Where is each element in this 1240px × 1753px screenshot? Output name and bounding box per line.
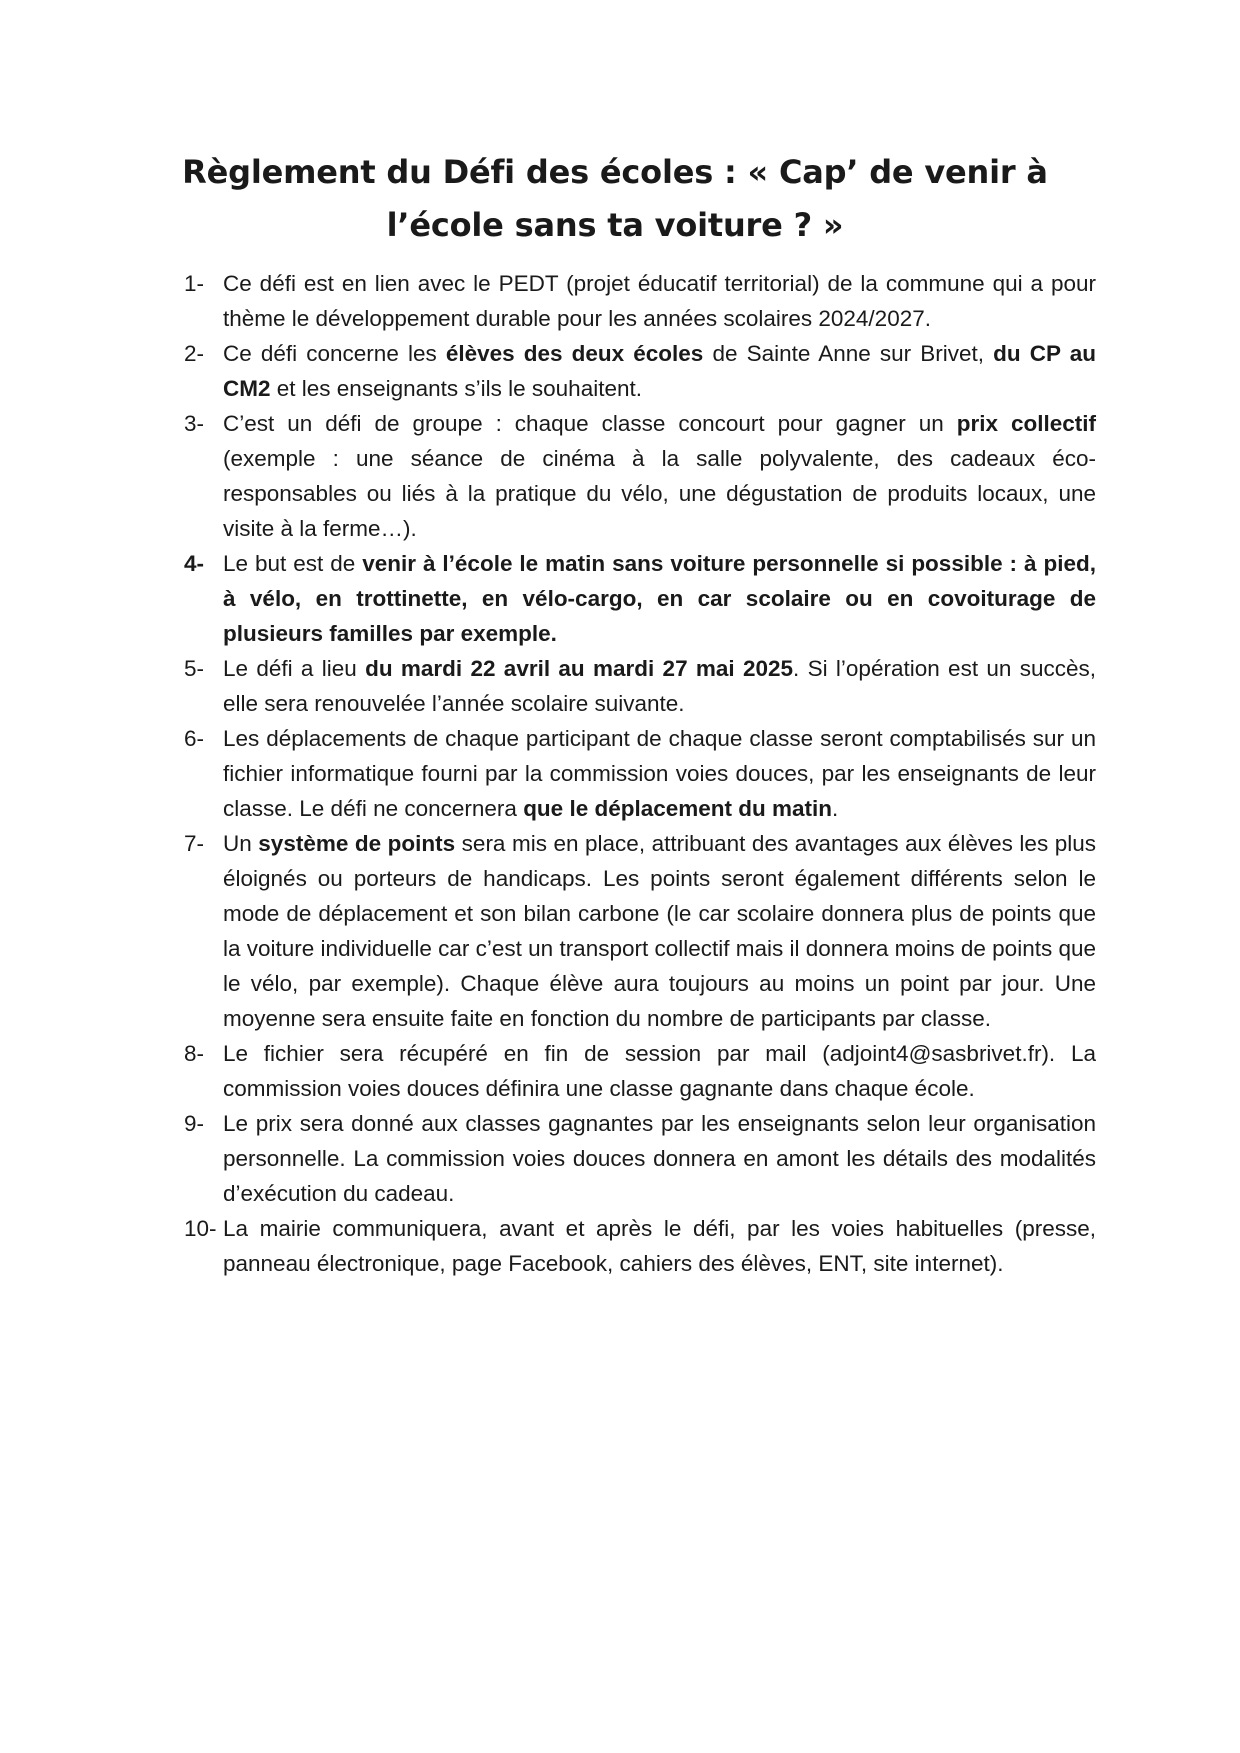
rule-text-segment: . Si l’opération est un succès, elle sera renouvelée l’année scolaire suivante. <box>223 656 1096 716</box>
rule-text-segment: La mairie communiquera, avant et après le défi, par les voies habituelles (presse, panneau électronique, page Facebook, cahiers des élèves, ENT, site internet). <box>223 1216 1096 1276</box>
rule-text <box>223 411 1096 541</box>
rule-text-segment: Les déplacements de chaque participant de chaque classe seront comptabilisés sur un fichier informatique fourni par la commission voies douces, par les enseignants de leur classe. Le défi ne concernera <box>223 726 1096 821</box>
rule-item <box>184 406 1096 546</box>
rule-text <box>223 1041 1096 1101</box>
rule-item <box>184 651 1096 721</box>
rule-text-segment: Ce défi concerne les <box>223 341 446 366</box>
rule-item <box>184 546 1096 651</box>
rule-text-bold: venir à l’école le matin sans voiture personnelle si possible : à pied, à vélo, en trottinette, en vélo-cargo, en car scolaire ou en covoiturage de plusieurs familles par exemple. <box>223 551 1096 646</box>
rule-number: 3- <box>184 411 205 436</box>
rule-number: 6- <box>184 726 205 751</box>
rule-text-bold: que le déplacement du matin <box>523 796 833 821</box>
rule-text-segment: de Sainte Anne sur Brivet, <box>703 341 994 366</box>
rule-text <box>223 341 1096 401</box>
rule-number: 1- <box>184 271 205 296</box>
rule-number: 4- <box>184 551 205 576</box>
rule-item <box>184 1211 1096 1281</box>
rule-text <box>223 271 1096 331</box>
rule-item <box>184 1036 1096 1106</box>
rule-item <box>184 336 1096 406</box>
rule-text-bold: élèves des deux écoles <box>445 341 704 366</box>
rule-text-bold: prix collectif <box>956 411 1096 436</box>
rule-text-segment: Ce défi est en lien avec le PEDT (projet éducatif territorial) de la commune qui a pour thème le développement durable pour les années scolaires 2024/2027. <box>223 271 1096 331</box>
rule-text <box>223 831 1096 1031</box>
rule-text-segment: C’est un défi de groupe : chaque classe concourt pour gagner un <box>223 411 957 436</box>
rule-text-segment: (exemple : une séance de cinéma à la salle polyvalente, des cadeaux éco-responsables ou liés à la pratique du vélo, une dégustation de produits locaux, une visite à la ferme…). <box>223 446 1096 541</box>
rule-number: 7- <box>184 831 205 856</box>
rule-item <box>184 1106 1096 1211</box>
rule-text-segment: Un <box>223 831 259 856</box>
rule-text-segment: . <box>832 796 839 821</box>
rule-text-segment: Le prix sera donné aux classes gagnantes par les enseignants selon leur organisation personnelle. La commission voies douces donnera en amont les détails des modalités d’exécution du cadeau. <box>223 1111 1096 1206</box>
rules-list <box>184 266 1096 1281</box>
rule-number: 10- <box>184 1216 217 1241</box>
rule-item <box>184 721 1096 826</box>
rule-number: 2- <box>184 341 205 366</box>
rule-text-bold: système de points <box>258 831 456 856</box>
rule-text-segment: sera mis en place, attribuant des avantages aux élèves les plus éloignés ou porteurs de handicaps. Les points seront également différents selon le mode de déplacement et son bilan carbone (le car scolaire donnera plus de points que la voiture individuelle car c’est un transport collectif mais il donnera moins de points que le vélo, par exemple). Chaque élève aura toujours au moins un point par jour. Une moyenne sera ensuite faite en fonction du nombre de participants par classe. <box>223 831 1096 1031</box>
rule-text-segment: Le but est de <box>223 551 363 576</box>
rule-text-segment: Le défi a lieu <box>223 656 366 681</box>
rule-text-bold: du CP au CM2 <box>223 341 1096 401</box>
rule-text <box>223 726 1096 821</box>
rule-number: 8- <box>184 1041 205 1066</box>
document-title: Règlement du Défi des écoles : « Cap’ de venir à l’école sans ta voiture ? » <box>182 153 1048 244</box>
rule-text <box>223 1111 1096 1206</box>
rule-text <box>223 551 1096 646</box>
rule-number: 9- <box>184 1111 205 1136</box>
rule-text-segment: et les enseignants s’ils le souhaitent. <box>270 376 642 401</box>
rule-text <box>223 1216 1096 1276</box>
rule-item <box>184 826 1096 1036</box>
rule-text-segment: Le fichier sera récupéré en fin de session par mail (adjoint4@sasbrivet.fr). La commission voies douces définira une classe gagnante dans chaque école. <box>223 1041 1096 1101</box>
rule-item <box>184 266 1096 336</box>
rule-text <box>223 656 1096 716</box>
rule-text-bold: du mardi 22 avril au mardi 27 mai 2025 <box>365 656 794 681</box>
rule-number: 5- <box>184 656 205 681</box>
